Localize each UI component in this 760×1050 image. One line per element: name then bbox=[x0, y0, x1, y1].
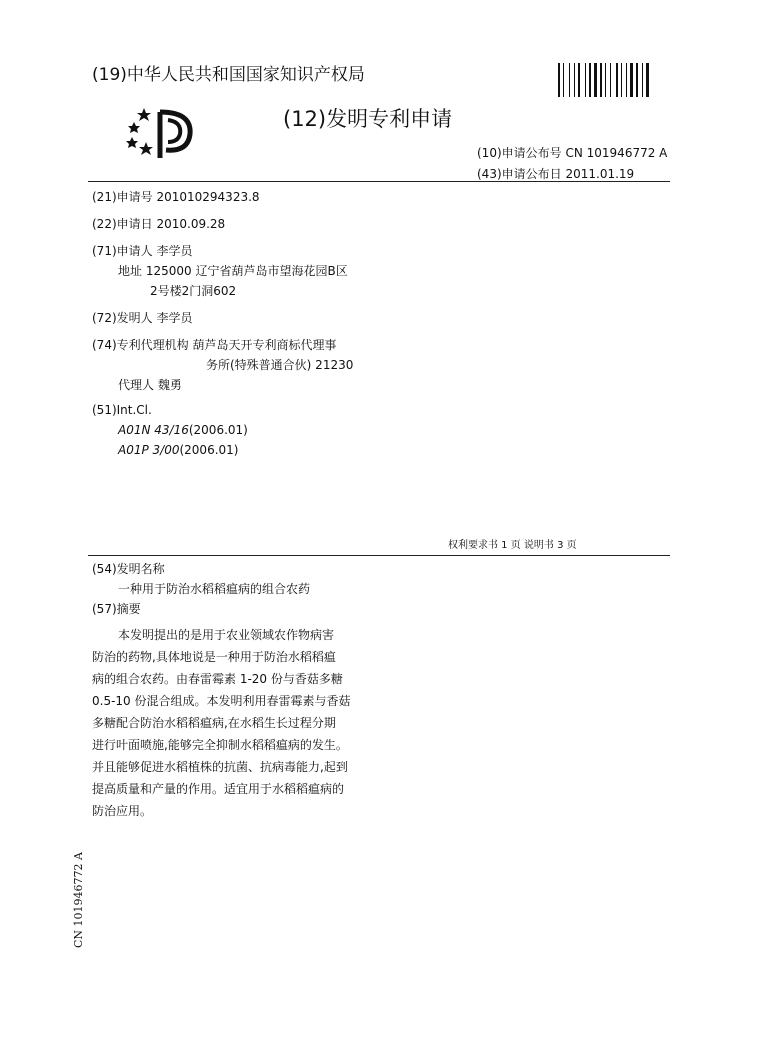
agency-line-1: 葫芦岛天开专利商标代理事 bbox=[192, 338, 337, 352]
abstract-line: 进行叶面喷施,能够完全抑制水稻稻瘟病的发生。 bbox=[92, 738, 348, 752]
publication-date: 2011.01.19 bbox=[565, 167, 635, 181]
ipc-version-1: (2006.01) bbox=[188, 423, 248, 437]
publication-number-label: (10)申请公布号 bbox=[477, 146, 562, 160]
ipc-entry-1 bbox=[118, 423, 248, 437]
publication-number-row bbox=[477, 144, 667, 161]
application-number: 201010294323.8 bbox=[156, 190, 260, 204]
address-line-1: 125000 辽宁省葫芦岛市望海花园B区 bbox=[145, 264, 348, 278]
ipc-code-2: A01P 3/00 bbox=[118, 443, 180, 457]
abstract-line: 0.5-10 份混合组成。本发明利用春雷霉素与香菇 bbox=[92, 694, 351, 708]
address-row bbox=[118, 262, 348, 279]
abstract-line: 防治的药物,具体地说是一种用于防治水稻稻瘟 bbox=[92, 650, 336, 664]
abstract-line: 病的组合农药。由春雷霉素 1-20 份与香菇多糖 bbox=[92, 672, 343, 686]
agent-row bbox=[118, 376, 182, 393]
publication-date-row bbox=[477, 165, 634, 182]
cnipa-emblem-icon bbox=[122, 104, 198, 162]
address-label: 地址 bbox=[118, 264, 143, 278]
barcode bbox=[558, 63, 668, 97]
agent-label: 代理人 bbox=[118, 378, 155, 392]
applicant-row bbox=[92, 242, 192, 259]
office-name: (19)中华人民共和国国家知识产权局 bbox=[92, 65, 365, 85]
document-type: (12)发明专利申请 bbox=[283, 107, 453, 131]
agency-line-2: 务所(特殊普通合伙) 21230 bbox=[206, 358, 354, 372]
abstract-line: 多糖配合防治水稻稻瘟病,在水稻生长过程分期 bbox=[92, 716, 336, 730]
abstract-line: 并且能够促进水稻植株的抗菌、抗病毒能力,起到 bbox=[92, 760, 348, 774]
inventor-row bbox=[92, 309, 192, 326]
side-publication-code: CN 101946772 A bbox=[72, 852, 85, 948]
abstract-line: 本发明提出的是用于农业领域农作物病害 bbox=[118, 628, 335, 642]
inventor-label: (72)发明人 bbox=[92, 311, 153, 325]
agency-row bbox=[92, 336, 336, 353]
agency-label: (74)专利代理机构 bbox=[92, 338, 189, 352]
page-count: 权利要求书 1 页 说明书 3 页 bbox=[448, 540, 577, 551]
invention-title-label: (54)发明名称 bbox=[92, 562, 165, 576]
applicant: 李学员 bbox=[156, 244, 193, 258]
publication-date-label: (43)申请公布日 bbox=[477, 167, 562, 181]
abstract-label: (57)摘要 bbox=[92, 602, 141, 616]
invention-title: 一种用于防治水稻稻瘟病的组合农药 bbox=[118, 582, 311, 596]
header-divider bbox=[88, 181, 670, 182]
applicant-label: (71)申请人 bbox=[92, 244, 153, 258]
filing-date-row bbox=[92, 215, 225, 232]
publication-number: CN 101946772 A bbox=[565, 146, 668, 160]
application-number-label: (21)申请号 bbox=[92, 190, 153, 204]
agent: 魏勇 bbox=[157, 378, 182, 392]
abstract-divider bbox=[88, 555, 670, 556]
filing-date-label: (22)申请日 bbox=[92, 217, 153, 231]
inventor: 李学员 bbox=[156, 311, 193, 325]
application-number-row bbox=[92, 188, 260, 205]
ipc-entry-2 bbox=[118, 443, 238, 457]
ipc-version-2: (2006.01) bbox=[179, 443, 239, 457]
abstract-line: 提高质量和产量的作用。适宜用于水稻稻瘟病的 bbox=[92, 782, 345, 796]
ipc-code-1: A01N 43/16 bbox=[118, 423, 189, 437]
address-line-2: 2号楼2门洞602 bbox=[150, 284, 237, 298]
filing-date: 2010.09.28 bbox=[156, 217, 226, 231]
abstract-line: 防治应用。 bbox=[92, 804, 153, 818]
ipc-label: (51)Int.Cl. bbox=[92, 403, 152, 417]
